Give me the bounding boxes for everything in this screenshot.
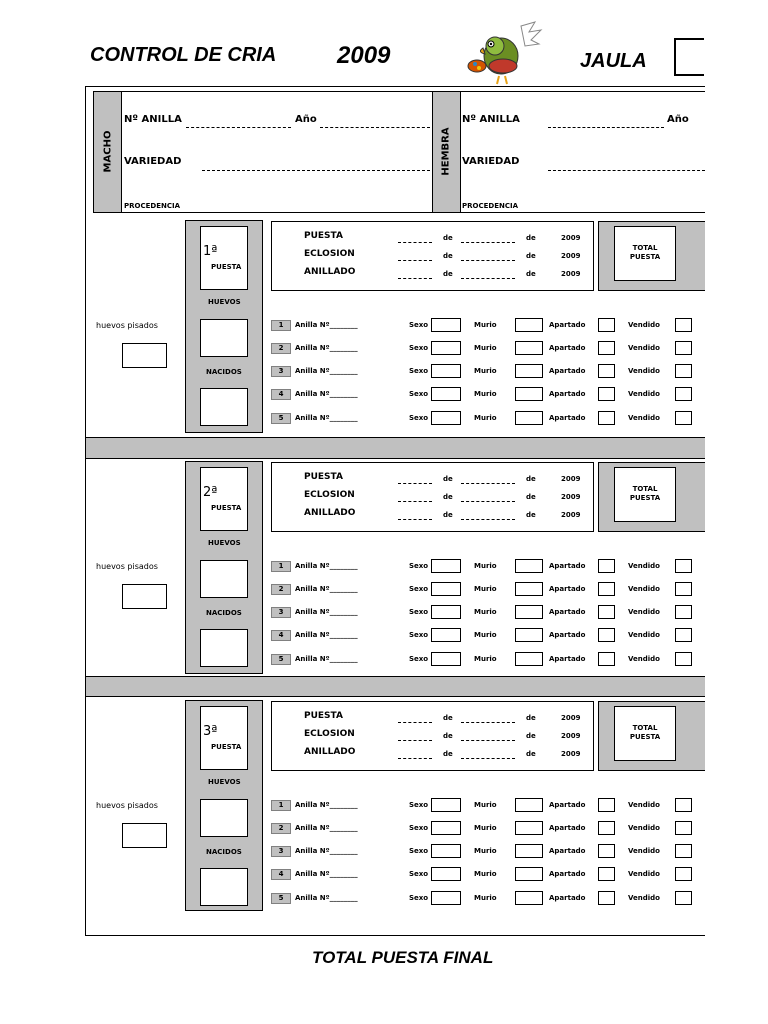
- date-day-field[interactable]: [398, 722, 432, 723]
- sexo-checkbox[interactable]: [431, 582, 461, 596]
- murio-label: Murio: [474, 894, 497, 902]
- row-number: 1: [271, 561, 291, 572]
- nacidos-input[interactable]: [200, 629, 248, 667]
- murio-checkbox[interactable]: [515, 341, 543, 355]
- vendido-label: Vendido: [628, 390, 660, 398]
- sexo-checkbox[interactable]: [431, 364, 461, 378]
- female-variedad-field[interactable]: [548, 170, 705, 171]
- date-label-puesta: PUESTA: [304, 231, 343, 241]
- murio-label: Murio: [474, 390, 497, 398]
- murio-label: Murio: [474, 824, 497, 832]
- date-label-anillado: ANILLADO: [304, 267, 356, 277]
- date-year: 2009: [561, 511, 581, 519]
- date-year: 2009: [561, 732, 581, 740]
- apartado-label: Apartado: [549, 847, 586, 855]
- date-month-field[interactable]: [461, 758, 515, 759]
- male-ano-field[interactable]: [320, 127, 430, 128]
- murio-label: Murio: [474, 367, 497, 375]
- apartado-checkbox[interactable]: [598, 844, 615, 858]
- apartado-checkbox[interactable]: [598, 605, 615, 619]
- murio-checkbox[interactable]: [515, 844, 543, 858]
- murio-checkbox[interactable]: [515, 559, 543, 573]
- parrot-mascot-icon: [463, 20, 543, 86]
- murio-label: Murio: [474, 655, 497, 663]
- vendido-checkbox[interactable]: [675, 341, 692, 355]
- apartado-label: Apartado: [549, 824, 586, 832]
- date-day-field[interactable]: [398, 278, 432, 279]
- total-puesta-final: TOTAL PUESTA FINAL: [312, 948, 494, 967]
- murio-checkbox[interactable]: [515, 821, 543, 835]
- sexo-label: Sexo: [409, 344, 429, 352]
- date-day-field[interactable]: [398, 260, 432, 261]
- sexo-label: Sexo: [409, 608, 429, 616]
- date-day-field[interactable]: [398, 483, 432, 484]
- clutch-number: 2ª: [203, 485, 218, 500]
- date-de-label: de: [443, 732, 453, 740]
- row-number: 2: [271, 823, 291, 834]
- anilla-no-label: Anilla Nº________: [295, 367, 358, 375]
- date-de-label: de: [443, 234, 453, 242]
- apartado-checkbox[interactable]: [598, 387, 615, 401]
- nacidos-label: NACIDOS: [206, 368, 242, 376]
- murio-label: Murio: [474, 585, 497, 593]
- vendido-checkbox[interactable]: [675, 891, 692, 905]
- sexo-checkbox[interactable]: [431, 798, 461, 812]
- date-year: 2009: [561, 493, 581, 501]
- date-day-field[interactable]: [398, 501, 432, 502]
- date-de-label: de: [526, 234, 536, 242]
- vendido-checkbox[interactable]: [675, 559, 692, 573]
- sexo-checkbox[interactable]: [431, 387, 461, 401]
- female-ano-label: Año: [667, 114, 689, 125]
- apartado-label: Apartado: [549, 390, 586, 398]
- date-label-eclosion: ECLOSION: [304, 249, 355, 259]
- vendido-label: Vendido: [628, 824, 660, 832]
- murio-label: Murio: [474, 801, 497, 809]
- apartado-label: Apartado: [549, 631, 586, 639]
- male-side-label: MACHO: [102, 130, 114, 173]
- date-year: 2009: [561, 714, 581, 722]
- apartado-checkbox[interactable]: [598, 318, 615, 332]
- date-month-field[interactable]: [461, 740, 515, 741]
- sexo-checkbox[interactable]: [431, 891, 461, 905]
- date-year: 2009: [561, 475, 581, 483]
- murio-checkbox[interactable]: [515, 582, 543, 596]
- vendido-label: Vendido: [628, 801, 660, 809]
- row-number: 2: [271, 343, 291, 354]
- vendido-label: Vendido: [628, 870, 660, 878]
- date-de-label: de: [443, 511, 453, 519]
- female-anilla-label: Nº ANILLA: [462, 114, 520, 125]
- huevos-label: HUEVOS: [208, 778, 241, 786]
- vendido-label: Vendido: [628, 562, 660, 570]
- apartado-checkbox[interactable]: [598, 411, 615, 425]
- apartado-label: Apartado: [549, 321, 586, 329]
- row-number: 1: [271, 320, 291, 331]
- murio-checkbox[interactable]: [515, 364, 543, 378]
- row-number: 3: [271, 366, 291, 377]
- vendido-checkbox[interactable]: [675, 387, 692, 401]
- date-de-label: de: [443, 750, 453, 758]
- apartado-label: Apartado: [549, 894, 586, 902]
- murio-checkbox[interactable]: [515, 891, 543, 905]
- date-month-field[interactable]: [461, 242, 515, 243]
- date-de-label: de: [526, 493, 536, 501]
- vendido-label: Vendido: [628, 608, 660, 616]
- vendido-checkbox[interactable]: [675, 628, 692, 642]
- murio-checkbox[interactable]: [515, 867, 543, 881]
- anilla-no-label: Anilla Nº________: [295, 585, 358, 593]
- row-number: 2: [271, 584, 291, 595]
- date-month-field[interactable]: [461, 722, 515, 723]
- nacidos-label: NACIDOS: [206, 609, 242, 617]
- male-variedad-field[interactable]: [202, 170, 430, 171]
- date-label-anillado: ANILLADO: [304, 508, 356, 518]
- vendido-checkbox[interactable]: [675, 411, 692, 425]
- female-procedencia-label: PROCEDENCIA: [462, 202, 518, 210]
- clutch-puesta-word: PUESTA: [211, 504, 242, 512]
- row-number: 4: [271, 630, 291, 641]
- sexo-checkbox[interactable]: [431, 559, 461, 573]
- sexo-label: Sexo: [409, 847, 429, 855]
- murio-label: Murio: [474, 414, 497, 422]
- date-day-field[interactable]: [398, 519, 432, 520]
- anilla-no-label: Anilla Nº________: [295, 390, 358, 398]
- date-de-label: de: [443, 714, 453, 722]
- sexo-checkbox[interactable]: [431, 867, 461, 881]
- date-month-field[interactable]: [461, 519, 515, 520]
- murio-label: Murio: [474, 631, 497, 639]
- date-year: 2009: [561, 252, 581, 260]
- nacidos-input[interactable]: [200, 868, 248, 906]
- apartado-checkbox[interactable]: [598, 364, 615, 378]
- murio-label: Murio: [474, 847, 497, 855]
- apartado-label: Apartado: [549, 801, 586, 809]
- sexo-label: Sexo: [409, 321, 429, 329]
- vendido-checkbox[interactable]: [675, 318, 692, 332]
- huevos-pisados-label: huevos pisados: [96, 801, 158, 810]
- date-label-puesta: PUESTA: [304, 711, 343, 721]
- date-de-label: de: [443, 270, 453, 278]
- huevos-pisados-input[interactable]: [122, 584, 167, 609]
- apartado-checkbox[interactable]: [598, 559, 615, 573]
- vendido-label: Vendido: [628, 894, 660, 902]
- vendido-checkbox[interactable]: [675, 798, 692, 812]
- date-de-label: de: [526, 750, 536, 758]
- sexo-label: Sexo: [409, 894, 429, 902]
- date-de-label: de: [526, 270, 536, 278]
- jaula-input[interactable]: [674, 38, 704, 76]
- date-year: 2009: [561, 234, 581, 242]
- apartado-checkbox[interactable]: [598, 652, 615, 666]
- date-month-field[interactable]: [461, 260, 515, 261]
- huevos-pisados-input[interactable]: [122, 823, 167, 848]
- page-title: CONTROL DE CRIA: [90, 44, 277, 66]
- vendido-checkbox[interactable]: [675, 867, 692, 881]
- clutch-puesta-word: PUESTA: [211, 263, 242, 271]
- sexo-label: Sexo: [409, 655, 429, 663]
- apartado-label: Apartado: [549, 870, 586, 878]
- vendido-label: Vendido: [628, 847, 660, 855]
- total-puesta-label: TOTAL PUESTA: [629, 724, 661, 741]
- male-procedencia-label: PROCEDENCIA: [124, 202, 180, 210]
- date-de-label: de: [443, 475, 453, 483]
- anilla-no-label: Anilla Nº________: [295, 562, 358, 570]
- huevos-input[interactable]: [200, 799, 248, 837]
- anilla-no-label: Anilla Nº________: [295, 655, 358, 663]
- jaula-label: JAULA: [580, 50, 647, 72]
- parents-panel: [93, 91, 705, 213]
- male-anilla-field[interactable]: [186, 127, 291, 128]
- murio-label: Murio: [474, 344, 497, 352]
- total-puesta-label: TOTAL PUESTA: [629, 485, 661, 502]
- vendido-checkbox[interactable]: [675, 652, 692, 666]
- murio-checkbox[interactable]: [515, 798, 543, 812]
- date-de-label: de: [443, 493, 453, 501]
- murio-checkbox[interactable]: [515, 605, 543, 619]
- huevos-label: HUEVOS: [208, 298, 241, 306]
- sexo-checkbox[interactable]: [431, 652, 461, 666]
- total-puesta-label: TOTAL PUESTA: [629, 244, 661, 261]
- huevos-pisados-label: huevos pisados: [96, 321, 158, 330]
- murio-checkbox[interactable]: [515, 411, 543, 425]
- apartado-checkbox[interactable]: [598, 798, 615, 812]
- date-de-label: de: [443, 252, 453, 260]
- anilla-no-label: Anilla Nº________: [295, 321, 358, 329]
- murio-checkbox[interactable]: [515, 318, 543, 332]
- date-label-eclosion: ECLOSION: [304, 490, 355, 500]
- date-year: 2009: [561, 270, 581, 278]
- female-variedad-label: VARIEDAD: [462, 156, 520, 167]
- male-ano-label: Año: [295, 114, 317, 125]
- anilla-no-label: Anilla Nº________: [295, 414, 358, 422]
- apartado-checkbox[interactable]: [598, 341, 615, 355]
- anilla-no-label: Anilla Nº________: [295, 608, 358, 616]
- apartado-checkbox[interactable]: [598, 628, 615, 642]
- vendido-checkbox[interactable]: [675, 821, 692, 835]
- apartado-checkbox[interactable]: [598, 891, 615, 905]
- vendido-label: Vendido: [628, 321, 660, 329]
- apartado-label: Apartado: [549, 608, 586, 616]
- date-day-field[interactable]: [398, 758, 432, 759]
- sexo-checkbox[interactable]: [431, 628, 461, 642]
- nacidos-input[interactable]: [200, 388, 248, 426]
- date-label-anillado: ANILLADO: [304, 747, 356, 757]
- row-number: 4: [271, 869, 291, 880]
- murio-label: Murio: [474, 562, 497, 570]
- vendido-label: Vendido: [628, 414, 660, 422]
- anilla-no-label: Anilla Nº________: [295, 631, 358, 639]
- sexo-label: Sexo: [409, 801, 429, 809]
- sexo-checkbox[interactable]: [431, 821, 461, 835]
- row-number: 3: [271, 846, 291, 857]
- apartado-label: Apartado: [549, 414, 586, 422]
- date-year: 2009: [561, 750, 581, 758]
- row-number: 5: [271, 893, 291, 904]
- sexo-label: Sexo: [409, 414, 429, 422]
- anilla-no-label: Anilla Nº________: [295, 894, 358, 902]
- row-number: 5: [271, 654, 291, 665]
- apartado-label: Apartado: [549, 344, 586, 352]
- murio-label: Murio: [474, 321, 497, 329]
- vendido-label: Vendido: [628, 344, 660, 352]
- sexo-checkbox[interactable]: [431, 605, 461, 619]
- date-label-eclosion: ECLOSION: [304, 729, 355, 739]
- apartado-label: Apartado: [549, 585, 586, 593]
- vendido-label: Vendido: [628, 655, 660, 663]
- date-de-label: de: [526, 714, 536, 722]
- murio-label: Murio: [474, 608, 497, 616]
- sexo-checkbox[interactable]: [431, 844, 461, 858]
- male-anilla-label: Nº ANILLA: [124, 114, 182, 125]
- sexo-checkbox[interactable]: [431, 341, 461, 355]
- murio-checkbox[interactable]: [515, 387, 543, 401]
- date-label-puesta: PUESTA: [304, 472, 343, 482]
- vendido-checkbox[interactable]: [675, 582, 692, 596]
- date-month-field[interactable]: [461, 501, 515, 502]
- anilla-no-label: Anilla Nº________: [295, 847, 358, 855]
- nacidos-label: NACIDOS: [206, 848, 242, 856]
- sexo-label: Sexo: [409, 631, 429, 639]
- year-title: 2009: [337, 42, 391, 69]
- anilla-no-label: Anilla Nº________: [295, 801, 358, 809]
- apartado-label: Apartado: [549, 655, 586, 663]
- vendido-label: Vendido: [628, 367, 660, 375]
- anilla-no-label: Anilla Nº________: [295, 344, 358, 352]
- huevos-label: HUEVOS: [208, 539, 241, 547]
- apartado-checkbox[interactable]: [598, 867, 615, 881]
- date-de-label: de: [526, 252, 536, 260]
- sexo-checkbox[interactable]: [431, 318, 461, 332]
- huevos-pisados-label: huevos pisados: [96, 562, 158, 571]
- huevos-input[interactable]: [200, 560, 248, 598]
- vendido-checkbox[interactable]: [675, 364, 692, 378]
- sexo-label: Sexo: [409, 824, 429, 832]
- date-month-field[interactable]: [461, 483, 515, 484]
- murio-label: Murio: [474, 870, 497, 878]
- row-number: 3: [271, 607, 291, 618]
- female-side-label: HEMBRA: [440, 127, 452, 176]
- clutch-puesta-word: PUESTA: [211, 743, 242, 751]
- apartado-checkbox[interactable]: [598, 582, 615, 596]
- clutch-number: 3ª: [203, 724, 218, 739]
- apartado-checkbox[interactable]: [598, 821, 615, 835]
- anilla-no-label: Anilla Nº________: [295, 870, 358, 878]
- sexo-checkbox[interactable]: [431, 411, 461, 425]
- anilla-no-label: Anilla Nº________: [295, 824, 358, 832]
- row-number: 5: [271, 413, 291, 424]
- sexo-label: Sexo: [409, 390, 429, 398]
- vendido-label: Vendido: [628, 585, 660, 593]
- sexo-label: Sexo: [409, 367, 429, 375]
- female-anilla-field[interactable]: [548, 127, 664, 128]
- date-de-label: de: [526, 475, 536, 483]
- murio-checkbox[interactable]: [515, 652, 543, 666]
- date-day-field[interactable]: [398, 242, 432, 243]
- vendido-checkbox[interactable]: [675, 605, 692, 619]
- huevos-pisados-input[interactable]: [122, 343, 167, 368]
- clutch-number: 1ª: [203, 244, 218, 259]
- date-de-label: de: [526, 732, 536, 740]
- vendido-label: Vendido: [628, 631, 660, 639]
- apartado-label: Apartado: [549, 562, 586, 570]
- sexo-label: Sexo: [409, 870, 429, 878]
- row-number: 1: [271, 800, 291, 811]
- date-month-field[interactable]: [461, 278, 515, 279]
- huevos-input[interactable]: [200, 319, 248, 357]
- apartado-label: Apartado: [549, 367, 586, 375]
- sexo-label: Sexo: [409, 562, 429, 570]
- date-de-label: de: [526, 511, 536, 519]
- date-day-field[interactable]: [398, 740, 432, 741]
- murio-checkbox[interactable]: [515, 628, 543, 642]
- sexo-label: Sexo: [409, 585, 429, 593]
- section-separator: [86, 437, 705, 459]
- vendido-checkbox[interactable]: [675, 844, 692, 858]
- row-number: 4: [271, 389, 291, 400]
- section-separator: [86, 676, 705, 697]
- male-variedad-label: VARIEDAD: [124, 156, 182, 167]
